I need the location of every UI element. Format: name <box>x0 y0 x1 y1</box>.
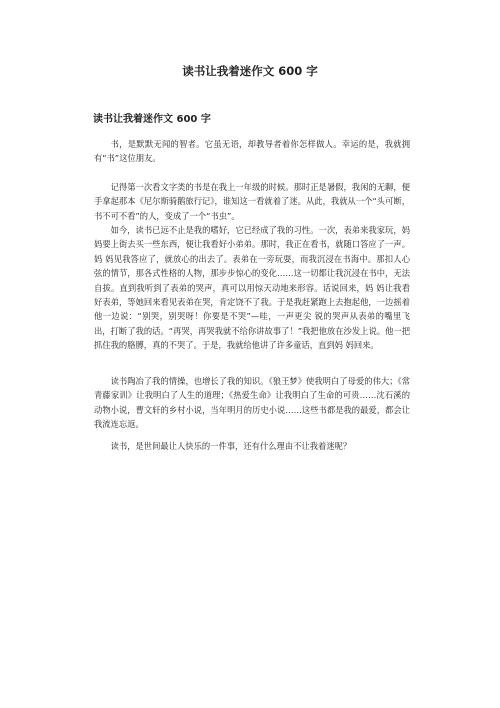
paragraph-2: 记得第一次看文字类的书是在我上一年级的时候。那时正是暑假，我闲的无聊，便手拿起那本《尼尔斯骑鹅旅行记》，谁知这一看就着了迷。从此，我就从一个“头可断，书不可不看”的人，变成了一个“书虫”。 <box>94 182 410 221</box>
paragraph-1: 书，是默默无闻的智者。它虽无语，却教导者着你怎样做人。幸运的是，我就拥有“书”这位朋友。 <box>94 139 410 164</box>
document-title: 读书让我着迷作文 600 字 <box>182 64 318 78</box>
paragraph-3: 如今，读书已远不止是我的嗜好，它已经成了我的习性。一次，表弟来我家玩，妈 妈要上街去买一些东西，便让我看好小弟弟。那时，我正在看书，就随口答应了一声。妈 妈见我答应了，就放心的出去了。表弟在一旁玩耍，而我沉浸在书海中。那扣人心弦的情节，那各式性格的人物，那步步惊心的变化……这一切都让我沉浸在书中，无法自拔。直到我听到了表弟的哭声，真可以用惊天动地来形容。话说回来，妈 妈让我看好表弟，等她回来看见表弟在哭，肯定饶不了我。于是我赶紧跑上去抱起他，一边摇着他一边说：“别哭，别哭呀！你要是不哭”—哇，一声更尖 锐的哭声从表弟的嘴里飞出，打断了我的话。“再哭，再哭我就不给你讲故事了！”我把他放在沙发上说。他一把抓住我的胳膊，真的不哭了。于是，我就给他讲了许多童话，直到妈 妈回来。 <box>94 225 410 351</box>
paragraph-4: 读书陶冶了我的情操，也增长了我的知识。《狼王梦》使我明白了母爱的伟大；《常青藤家训》让我明白了人生的道理；《热爱生命》让我明白了生命的可贵……沈石溪的动物小说，曹文轩的乡村小说，当年明月的历史小说……这些书都是我的最爱，都会让我流连忘返。 <box>94 376 410 430</box>
article-title: 读书让我着迷作文 600 字 <box>93 114 211 125</box>
paragraph-5: 读书，是世间最让人快乐的一件事，还有什么理由不让我着迷呢？ <box>110 441 352 451</box>
